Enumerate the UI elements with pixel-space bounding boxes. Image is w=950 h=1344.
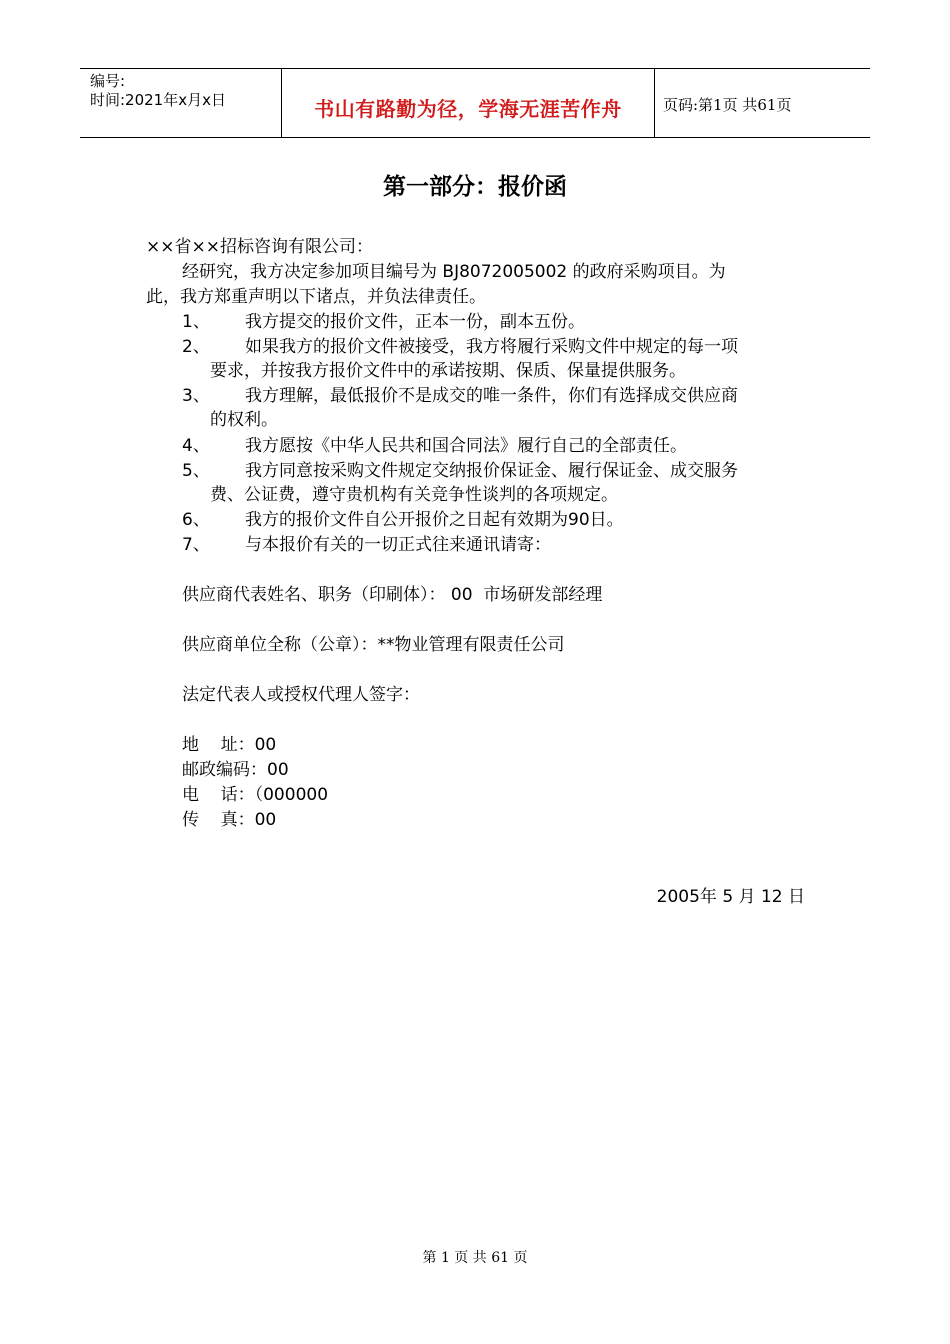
intro-line-1: 经研究，我方决定参加项目编号为 BJ8072005002 的政府采购项目。为 xyxy=(182,262,726,282)
fax-field: 传 真：00 xyxy=(182,810,277,830)
item-number: 6、 xyxy=(182,510,210,530)
item-number: 5、 xyxy=(182,461,210,481)
supplier-representative: 供应商代表姓名、职务（印刷体）： 00 市场研发部经理 xyxy=(182,585,603,605)
header-right-cell xyxy=(655,69,870,137)
item-text: 与本报价有关的一切正式往来通讯请寄： xyxy=(245,535,551,555)
supplier-company: 供应商单位全称（公章）：**物业管理有限责任公司 xyxy=(182,635,565,655)
item-number: 7、 xyxy=(182,535,210,555)
item-text-continued: 的权利。 xyxy=(210,410,278,430)
header-motto: 书山有路勤为径，学海无涯苦作舟 xyxy=(314,97,622,121)
item-text: 我方提交的报价文件，正本一份，副本五份。 xyxy=(245,312,585,332)
address-field: 地 址：00 xyxy=(182,735,277,755)
item-text-continued: 费、公证费，遵守贵机构有关竞争性谈判的各项规定。 xyxy=(210,485,618,505)
header-middle-cell xyxy=(282,69,655,137)
document-time-label: 时间:2021年x月x日 xyxy=(90,91,226,109)
item-number: 4、 xyxy=(182,436,210,456)
item-number: 2、 xyxy=(182,337,210,357)
document-date: 2005年 5 月 12 日 xyxy=(656,887,805,907)
item-text: 如果我方的报价文件被接受，我方将履行采购文件中规定的每一项 xyxy=(245,337,738,357)
header-left-cell xyxy=(80,69,282,137)
item-number: 3、 xyxy=(182,386,210,406)
item-number: 1、 xyxy=(182,312,210,332)
signature-line: 法定代表人或授权代理人签字： xyxy=(182,685,420,705)
postcode-field: 邮政编码：00 xyxy=(182,760,289,780)
document-number-label: 编号: xyxy=(90,72,126,90)
item-text: 我方同意按采购文件规定交纳报价保证金、履行保证金、成交服务 xyxy=(245,461,738,481)
phone-field: 电 话：（000000 xyxy=(182,785,329,805)
addressee: ××省××招标咨询有限公司： xyxy=(146,237,373,257)
page-title: 第一部分：报价函 xyxy=(383,174,567,200)
intro-line-2: 此，我方郑重声明以下诸点，并负法律责任。 xyxy=(146,287,486,307)
header-table xyxy=(80,68,870,138)
header-page-info: 页码:第1页 共61页 xyxy=(663,96,792,114)
item-text-continued: 要求，并按我方报价文件中的承诺按期、保质、保量提供服务。 xyxy=(210,361,686,381)
item-text: 我方愿按《中华人民共和国合同法》履行自己的全部责任。 xyxy=(245,436,687,456)
item-text: 我方的报价文件自公开报价之日起有效期为90日。 xyxy=(245,510,624,530)
item-text: 我方理解，最低报价不是成交的唯一条件，你们有选择成交供应商 xyxy=(245,386,738,406)
page-footer: 第 1 页 共 61 页 xyxy=(422,1250,528,1266)
